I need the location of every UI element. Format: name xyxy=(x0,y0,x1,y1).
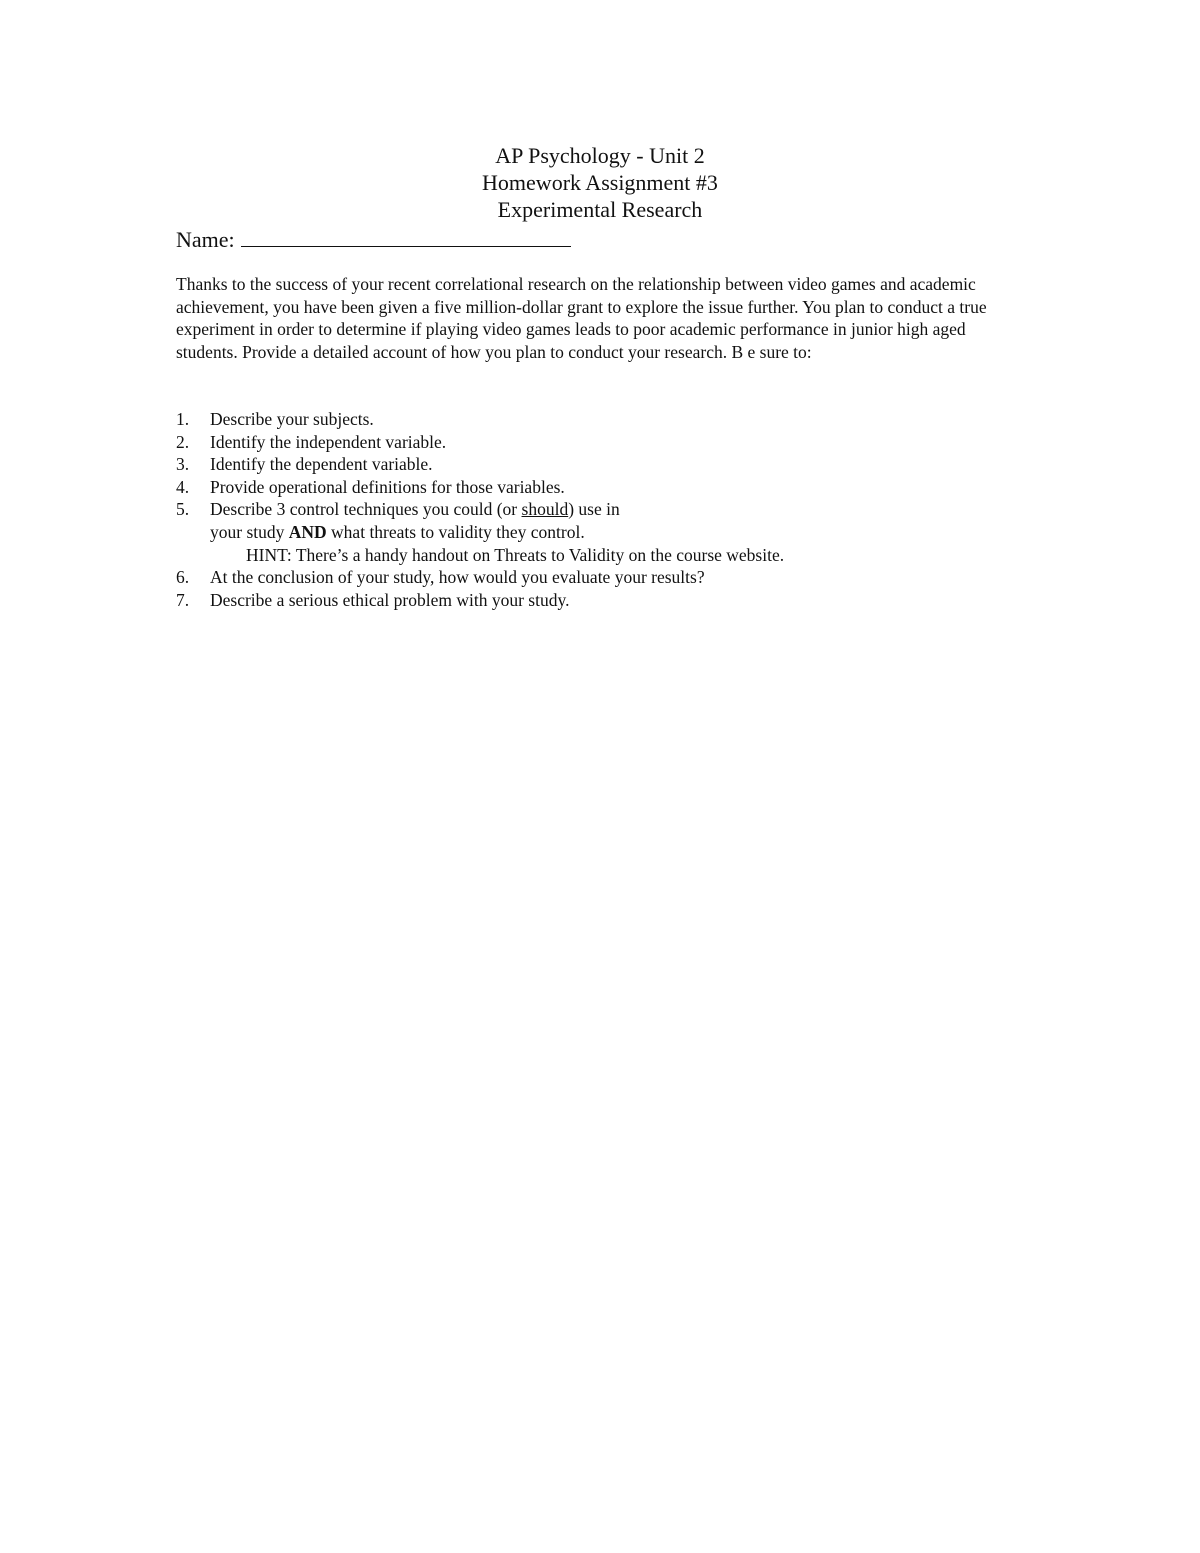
task-item-5 xyxy=(176,498,1006,566)
task-text: At the conclusion of your study, how would you evaluate your results? xyxy=(210,567,705,588)
task-item-4 xyxy=(176,476,1006,499)
course-title: AP Psychology - Unit 2 xyxy=(495,143,705,168)
task-number: 5. xyxy=(176,499,190,520)
task-continuation xyxy=(210,521,1006,544)
task-number: 2. xyxy=(176,431,190,452)
task-text-part: ) use in xyxy=(568,499,620,520)
name-row xyxy=(176,226,571,253)
task-text: Describe a serious ethical problem with your study. xyxy=(210,589,570,610)
task-text xyxy=(210,499,620,519)
task-text: Identify the independent variable. xyxy=(210,431,447,452)
intro-paragraph xyxy=(176,273,1006,363)
bold-word: AND xyxy=(288,521,327,542)
task-number: 4. xyxy=(176,476,190,497)
task-item-7 xyxy=(176,589,1006,612)
name-blank-line xyxy=(241,226,571,247)
task-number: 7. xyxy=(176,589,190,610)
task-text-part: your study xyxy=(210,521,289,542)
task-number: 1. xyxy=(176,409,190,429)
intro-text: Thanks to the success of your recent correlational research on the relationship between video games and academic achievement, you have been given a five million-dollar grant to explore the issue further. You plan to conduct a true experiment in order to determine if playing video games leads to poor academic performance in junior high aged students. Provide a detailed account of how you plan to conduct your research. B e sure to: xyxy=(176,274,987,362)
task-item-3 xyxy=(176,453,1006,476)
task-number: 3. xyxy=(176,454,190,475)
task-text-part: Describe 3 control techniques you could (or xyxy=(210,499,522,520)
assignment-subtitle: Experimental Research xyxy=(497,197,703,222)
task-hint: HINT: There’s a handy handout on Threats to Validity on the course website. xyxy=(246,544,785,565)
task-item-1 xyxy=(176,408,1006,431)
document-header xyxy=(0,142,1200,223)
task-item-2 xyxy=(176,431,1006,454)
task-text-part: what threats to validity they control. xyxy=(326,521,585,542)
task-text: Provide operational definitions for those variables. xyxy=(210,476,565,497)
task-item-6 xyxy=(176,566,1006,589)
name-label: Name: xyxy=(176,227,235,252)
task-text: Describe your subjects. xyxy=(210,409,374,429)
task-text: Identify the dependent variable. xyxy=(210,454,433,475)
task-number: 6. xyxy=(176,567,190,588)
task-list xyxy=(176,408,1006,611)
underlined-word: should xyxy=(521,499,569,520)
assignment-title: Homework Assignment #3 xyxy=(482,170,718,195)
